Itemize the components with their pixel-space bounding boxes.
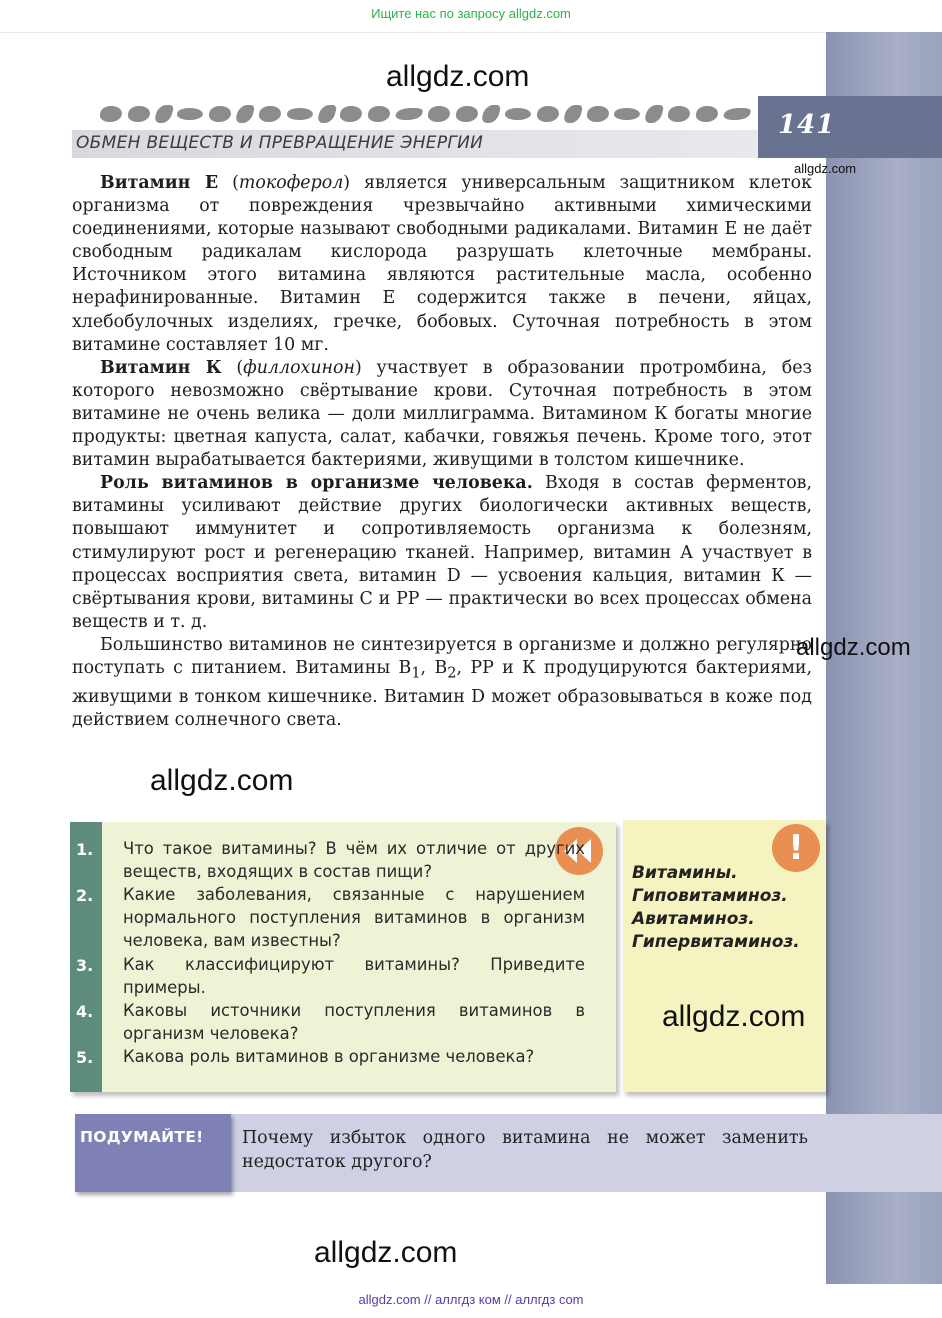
page-number: 141 (778, 110, 836, 140)
animal-icon (153, 105, 174, 123)
animal-icon (426, 106, 452, 122)
animal-icon (562, 105, 583, 123)
animal-icon (338, 106, 364, 122)
subscript: 2 (447, 665, 457, 682)
question-number: 3. (76, 956, 94, 975)
animal-icon (584, 106, 610, 122)
chapter-title: ОБМЕН ВЕЩЕСТВ И ПРЕВРАЩЕНИЕ ЭНЕРГИИ (76, 133, 484, 153)
term-vitamin-k: Витамин К (100, 357, 222, 378)
animal-icon (176, 108, 205, 120)
animal-icon (481, 105, 502, 123)
paragraph-text: , РР и К продуцируются бактериями, живущими в тонком кишечнике. Витамин D может образовываться в коже под действием солнечного света. (72, 657, 812, 730)
animal-icon (98, 106, 124, 122)
watermark-mid-right: allgdz.com (796, 634, 911, 661)
question-number: 2. (76, 886, 94, 905)
animal-icon (316, 105, 337, 123)
watermark-top: allgdz.com (386, 60, 530, 93)
exclamation-icon: ! (772, 824, 820, 872)
think-question: Почему избыток одного витамина не может заменить недостаток другого? (242, 1128, 808, 1172)
key-term: Витамины. (632, 863, 738, 883)
animal-icon (504, 108, 533, 120)
paragraph-text: Большинство витаминов не синтезируется в организме и должно регулярно поступать с питанием. Витамины В (72, 634, 812, 678)
watermark-mid-left: allgdz.com (150, 764, 294, 797)
footer-links[interactable]: allgdz.com // аллгдз ком // аллгдз com (358, 1292, 584, 1307)
animal-icon (644, 105, 665, 123)
paragraph-vitamin-k: Витамин К (филлохинон) участвует в образовании протромбина, без которого невозможно свёртывание крови. Суточная потребность в этом витамине не очень велика — доли миллиграмма. Витамином К богаты многие продукты: цветная капуста, салат, кабачки, говяжья печень. Кроме того, этот витамин вырабатывается бактериями, живущими в толстом кишечнике. (72, 357, 812, 471)
question-number: 4. (76, 1002, 94, 1021)
question-text: Каковы источники поступления витаминов в организм человека? (123, 1001, 585, 1044)
term-phylloquinone: филлохинон (243, 357, 355, 378)
paragraph-vitamin-e: Витамин Е (токоферол) является универсальным защитником клеток организма от повреждения чрезвычайно активными химическими соединениями, которые называют свободными радикалами. Витамин Е не даёт свободным радикалам кислорода разрушать клеточные мембраны. Источником этого витамина являются растительные масла, особенно нерафинированные. Витамин Е содержится также в печени, яйцах, хлебобулочных изделиях, гречке, бобовых. Суточная потребность в этом витамине составляет 10 мг. (72, 173, 812, 355)
key-term: Гиповитаминоз. (632, 886, 788, 906)
term-tocopherol: токоферол (238, 173, 344, 193)
question-text: Какова роль витаминов в организме человека? (123, 1047, 535, 1066)
think-label-box (75, 1114, 231, 1192)
key-term: Авитаминоз. (632, 909, 755, 929)
question-text: Что такое витамины? В чём их отличие от других веществ, входящих в состав пищи? (123, 839, 585, 882)
animal-icon (257, 106, 283, 122)
subscript: 1 (411, 665, 421, 682)
watermark-small-right: allgdz.com (794, 161, 857, 176)
paragraph-text: является универсальным защитником клеток организма от повреждения чрезвычайно активными химическими соединениями, которые называют свободными радикалами. Витамин Е не даёт свободным радикалам кислорода разрушать клеточные мембраны. Источником этого витамина являются растительные масла, особенно нерафинированные. Витамин Е содержится также в печени, яйцах, хлебобулочных изделиях, гречке, бобовых. Суточная потребность в этом витамине составляет 10 мг. (72, 173, 812, 355)
section-heading: Роль витаминов в организме человека. (100, 473, 533, 494)
think-label: ПОДУМАЙТЕ! (80, 1128, 204, 1146)
animal-icon (453, 106, 479, 122)
question-number: 1. (76, 840, 94, 859)
animal-icon (666, 106, 692, 122)
paragraph-synthesis (72, 634, 812, 732)
watermark-bottom: allgdz.com (314, 1236, 458, 1269)
paragraph-text: , В (420, 657, 448, 678)
key-terms-list (632, 862, 800, 954)
paragraph-vitamin-role (72, 472, 812, 634)
paragraph-text: Входя в состав ферментов, витамины усиливают действие других биологически активных веществ, повышают иммунитет и сопротивляемость организма к болезням, стимулируют рост и регенерацию тканей. Например, витамин А участвует в процессах восприятия света, витамин D — усвоения кальция, витамин К — свёртывания крови, витамины С и РР — практически во всех процессах обмена веществ и т. д. (72, 473, 812, 632)
paragraph-text: участвует в образовании протромбина, без которого невозможно свёртывание крови. Суточная потребность в этом витамине не очень велика — доли миллиграмма. Витамином К богаты многие продукты: цветная капуста, салат, кабачки, говяжья печень. Кроме того, этот витамин вырабатывается бактериями, живущими в толстом кишечнике. (72, 357, 812, 471)
watermark-key-box: allgdz.com (662, 1000, 806, 1033)
animal-icon (126, 106, 152, 122)
animal-icon (285, 108, 314, 120)
question-number: 5. (76, 1048, 94, 1067)
animal-icon (722, 108, 751, 120)
animal-icon (235, 105, 256, 123)
top-search-banner[interactable]: Ищите нас по запросу allgdz.com (371, 6, 571, 21)
main-text-body (72, 172, 812, 732)
animal-icon (207, 106, 233, 122)
animal-silhouettes-strip (100, 100, 750, 128)
animal-icon (366, 106, 392, 122)
term-vitamin-e: Витамин Е (100, 173, 219, 193)
animal-icon (613, 108, 642, 120)
question-text: Какие заболевания, связанные с нарушением нормального поступления витаминов в организм человека, вам известны? (123, 885, 585, 951)
animal-icon (694, 106, 720, 122)
key-term: Гипервитаминоз. (632, 932, 800, 952)
animal-icon (535, 106, 561, 122)
animal-icon (394, 108, 423, 120)
question-text: Как классифицируют витамины? Приведите примеры. (123, 955, 585, 998)
